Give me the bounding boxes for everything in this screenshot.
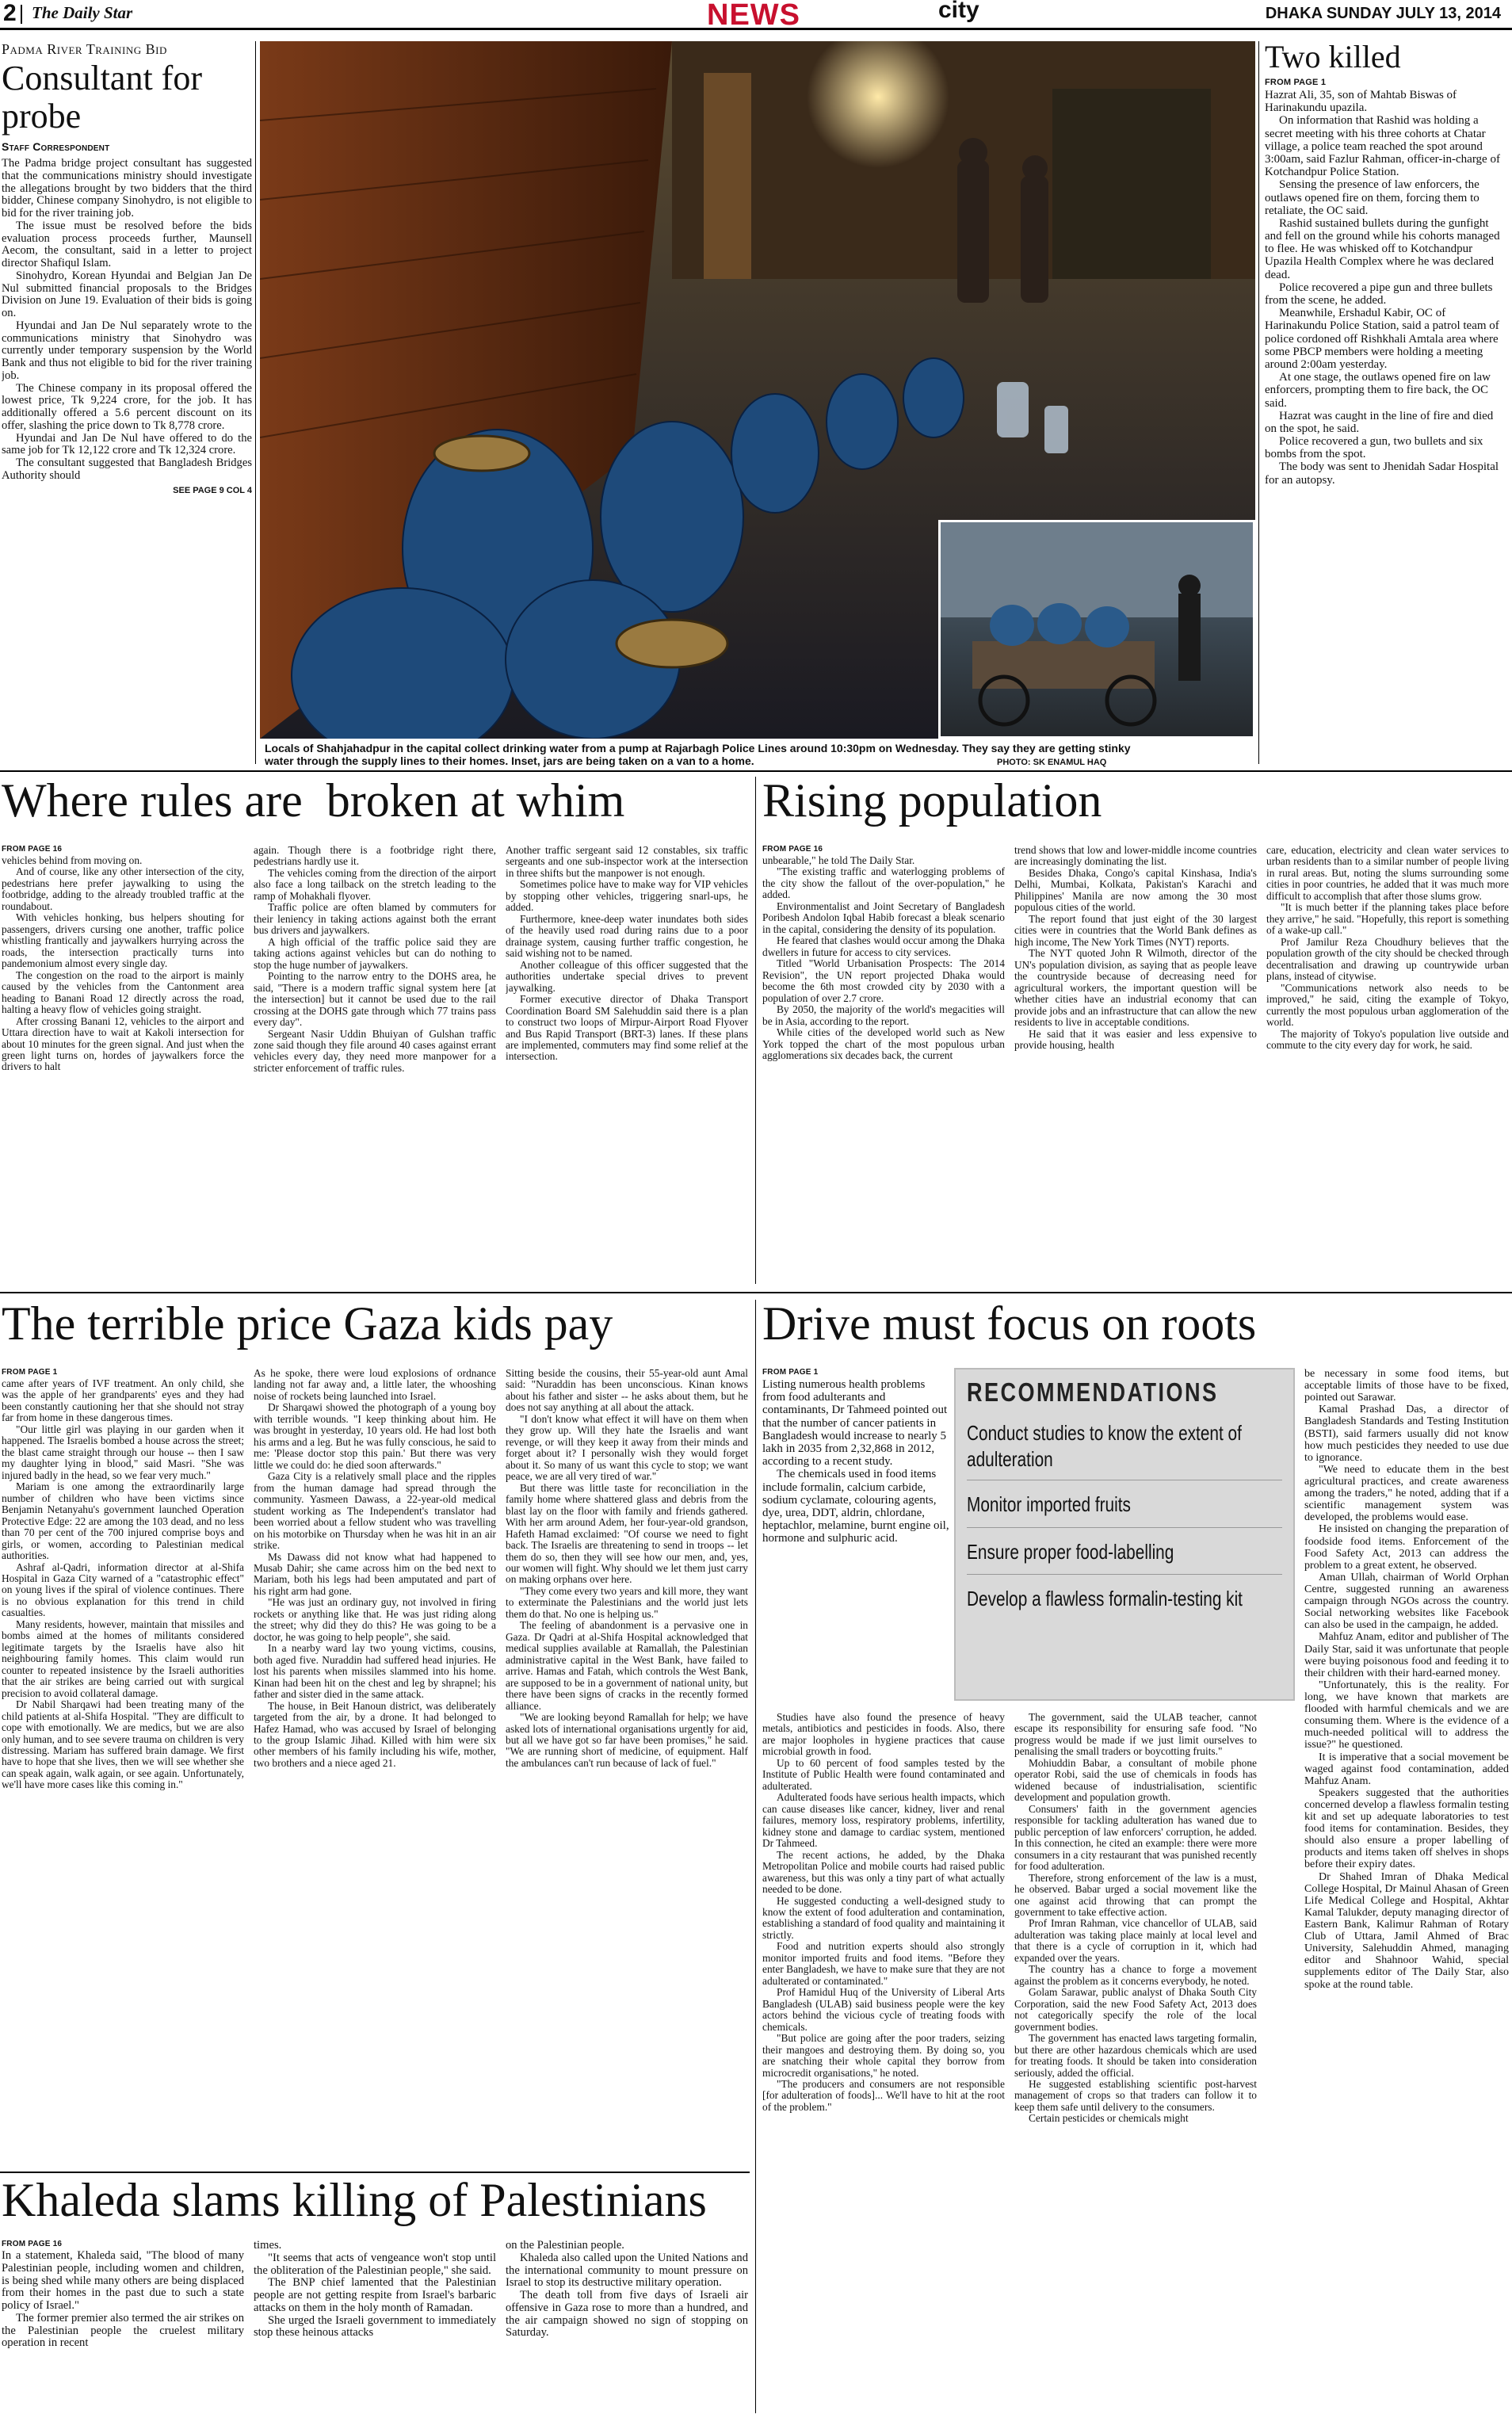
- paragraph: Mahfuz Anam, editor and publisher of The Daily Star, said it was unfortunate that people were buying poisonous food and feeding it to their children with their hard-earned money.: [1304, 1631, 1509, 1679]
- paragraph: Adulterated foods have serious health impacts, which can cause diseases like cancer, kidney, liver and renal failures, memory loss, respiratory problems, infertility, kidney stone and damage to cardiac system, mentioned Dr Tahmeed.: [762, 1791, 1005, 1850]
- story-body: [1265, 89, 1507, 487]
- paragraph: Dr Nabil Sharqawi had been treating many of the child patients at al-Shifa Hospital. "They are difficult to cope with emotionally. We are medics, but we are also only human, and to see severe trauma on children is very distressing. Mariam has suffered brain damage. We first have to hope that she lives, then we will see whether she can speak again, walk again, or see again. Unfortunately, we'll have more cases like this coming in.": [2, 1698, 244, 1791]
- story-kicker: Padma River Training Bid: [2, 41, 167, 57]
- paragraph: came after years of IVF treatment. An only child, she was the apple of her grandparents' eyes and they had been constantly cautioning her that she should not stray far from home in these dangerous times.: [2, 1377, 244, 1424]
- story-column: [506, 1368, 748, 2165]
- paragraph: Former executive director of Dhaka Transport Coordination Board SM Salehuddin said there is a plan to construct two loops of Mirpur-Airport Road Flyover and Bus Rapid Transport (BRT-3) lanes. If these plans are implemented, commuters may find some relief at the intersection.: [506, 993, 748, 1063]
- paragraph: He said that it was easier and less expensive to provide housing, health: [1014, 1027, 1257, 1051]
- paragraph: On information that Rashid was holding a secret meeting with his three cohorts at Chatar village, a police team reached the spot around 3:00am, said Fazlur Rahman, officer-in-charge of Kotchandpur Police Station.: [1265, 114, 1500, 179]
- paragraph: Hazrat was caught in the line of fire and died on the spot, he said.: [1265, 409, 1494, 435]
- photo-caption: [265, 742, 1254, 767]
- section-rule: [0, 1292, 1512, 1293]
- paragraph: He feared that clashes would occur among the Dhaka dwellers in future for access to city services.: [762, 934, 1005, 958]
- paragraph: Aman Ullah, chairman of World Orphan Centre, suggested running an awareness campaign through NGOs across the country. Social networking websites like Facebook can also be used in the campaign, he added.: [1304, 1571, 1509, 1632]
- paragraph: The chemicals used in food items include formalin, calcium carbide, sodium cyclamate, colouring agents, dye, urea, DDT, aldrin, chlordane, heptachlor, melamine, burnt engine oil, hormone and sulphuric acid.: [762, 1468, 949, 1545]
- paragraph: Hyundai and Jan De Nul have offered to do the same job for Tk 12,122 crore and Tk 12,324 crore.: [2, 431, 252, 457]
- paragraph: While cities of the developed world such as New York topped the chart of the most populous urban agglomerations six decades back, the current: [762, 1026, 1005, 1061]
- story-column: [1304, 1368, 1509, 2414]
- paragraph: Khaleda also called upon the United Nations and the international community to mount pressure on Israel to stop its destructive military operation.: [506, 2251, 748, 2290]
- story-column: [2, 2240, 244, 2414]
- paragraph: And of course, like any other intersection of the city, pedestrians here prefer jaywalking to using the footbridge, adding to the already troubled traffic at the roundabout.: [2, 865, 244, 912]
- paragraph: on the Palestinian people.: [506, 2240, 624, 2252]
- story-headline: Drive must focus on roots: [762, 1297, 1257, 1350]
- rising-story: [762, 774, 1510, 1284]
- paragraph: Prof Hamidul Huq of the University of Liberal Arts Bangladesh (ULAB) said business people were the key actors behind the vicious cycle of treating foods with chemicals.: [762, 1986, 1005, 2033]
- paragraph: At one stage, the outlaws opened fire on law enforcers, prompting them to fire back, the OC said.: [1265, 371, 1491, 410]
- paragraph: Ashraf al-Qadri, information director at al-Shifa Hospital in Gaza City warned of a "catastrophic effect" on young lives if the spiral of violence continues. There is no obvious explanation for this trend in child casualties.: [2, 1560, 244, 1619]
- paragraph: Furthermore, knee-deep water inundates both sides of the heavily used road during rains due to a poor drainage system, causing further traffic congestion, he said wishing not to be named.: [506, 912, 748, 960]
- paragraph: Environmentalist and Joint Secretary of Bangladesh Poribesh Andolon Iqbal Habib forecast a bleak scenario in the capital, considering the density of its population.: [762, 900, 1005, 935]
- paragraph: "They come every two years and kill more, they want to exterminate the Palestinians and the world just lets them do that. No one is helping us.": [506, 1584, 748, 1620]
- dateline: FROM PAGE 1: [2, 1368, 58, 1377]
- paragraph: "It is much better if the planning takes place before they arrive," he said. "Hopefully, this report is something of a wake-up call.": [1266, 901, 1509, 937]
- paper-name: The Daily Star: [32, 3, 133, 22]
- paragraph: The body was sent to Jhenidah Sadar Hospital for an autopsy.: [1265, 460, 1499, 487]
- story-column: [1014, 1712, 1257, 2414]
- byline: Staff Correspondent: [2, 140, 110, 153]
- paragraph: "We are looking beyond Ramallah for help; we have asked lots of international organisations urgently for aid, but all we have got so far have been promises," he said. "We are running short of medicine, of equipment. Half the ambulances can't run because of lack of fuel.": [506, 1711, 748, 1769]
- dateline: DHAKA SUNDAY JULY 13, 2014: [1265, 5, 1501, 22]
- paragraph: The Chinese company in its proposal offered the lowest price, Tk 9,224 crore, for the job. It has additionally offered a 5.6 percent discount on its offer, slashing the price down to Tk 8,778 crore.: [2, 381, 252, 432]
- paragraph: The feeling of abandonment is a pervasive one in Gaza. Dr Qadri at al-Shifa Hospital acknowledged that medical supplies available at Ramallah, the Palestinian administrative capital in the West Bank, have failed to arrive. Hamas and Fatah, which controls the West Bank, are supposed to be in a government of national unity, but there have been signs of cracks in the recently formed alliance.: [506, 1619, 748, 1712]
- paragraph: Sitting beside the cousins, their 55-year-old aunt Amal said: "Nuraddin has been unconscious. Kinan knows about his father and sister -- he asks about them, but he does not say anything at all about the attack.: [506, 1368, 748, 1414]
- page-number-divider: [21, 5, 22, 24]
- paragraph: unbearable," he told The Daily Star.: [762, 854, 915, 866]
- story-body: [2, 158, 252, 483]
- paragraph: Besides Dhaka, Congo's capital Kinshasa, India's Delhi, Mumbai, Kolkata, Pakistan's Karachi and Philippines' Manila are now among the 30 most populous cities of the world.: [1014, 866, 1257, 914]
- paragraph: Therefore, strong enforcement of the law is a must, he observed. Babar urged a social movement like the one against acid throwing that can prompt the government to take effective action.: [1014, 1871, 1257, 1918]
- paragraph: Police recovered a gun, two bullets and six bombs from the spot.: [1265, 435, 1483, 461]
- paragraph: Prof Jamilur Reza Choudhury believes that the population growth of the city should be checked through decentralisation and drawing up countrywide urban plans, instead of citywise.: [1266, 935, 1509, 983]
- paragraph: After crossing Banani 12, vehicles to the airport and Uttara direction have to wait at Kakoli intersection for about 10 minutes for the green signal. And just when the green light turns on, hordes of jaywalkers force the drivers to halt: [2, 1014, 244, 1073]
- story-column: [762, 1368, 949, 1717]
- paragraph: Sensing the presence of law enforcers, the outlaws opened fire on them, forcing them to retaliate, the OC said.: [1265, 178, 1480, 217]
- section-rule: [0, 2172, 750, 2173]
- paragraph: "But police are going after the poor traders, seizing their mangoes and destroying them. By doing so, you are snatching their whole capital they borrow from microcredit organisations," he noted.: [762, 2032, 1005, 2079]
- paragraph: With vehicles honking, bus helpers shouting for passengers, drivers cursing one another, traffic police whistling frantically and jaywalkers hurrying across the roads, the intersection practically turns into pandemonium almost every single day.: [2, 911, 244, 970]
- paragraph: again. Though there is a footbridge right there, pedestrians hardly use it.: [254, 845, 496, 868]
- story-headline: Consultant for probe: [2, 59, 202, 136]
- paragraph: The issue must be resolved before the bids evaluation process proceeds further, Maunsell Aecom, the consultant, said in a letter to project director Shafiqul Islam.: [2, 219, 252, 269]
- story-headline: Rising population: [762, 774, 1102, 827]
- paragraph: Studies have also found the presence of heavy metals, antibiotics and pesticides in foods. Also, there are major loopholes in hygiene practices that cause microbial growth in food.: [762, 1712, 1005, 1758]
- paragraph: But there was little taste for reconciliation in the family home where shattered glass and debris from the blast lay on the floor with family and friends gathered. With her arm around Adem, her four-year-old grandson, Hafeth Hamad exclaimed: "Of course we need to fight back. The Israelis are threatening to send in troops -- let them do so, then they will see how our men, and, yes, our women will fight. Why should we let them just carry on making orphans over here.: [506, 1481, 748, 1586]
- story-column: [506, 845, 748, 1289]
- story-column: [254, 845, 496, 1289]
- gaza-story: [2, 1297, 750, 2165]
- story-column: [762, 1712, 1005, 2414]
- paragraph: Speakers suggested that the authorities concerned develop a flawless formalin testing kit and set up adequate laboratories to test food items for contamination. Besides, they should also ensure a proper labelling of products and items taken off shelves in shops before their expiry dates.: [1304, 1786, 1509, 1871]
- paragraph: The recent actions, he added, by the Dhaka Metropolitan Police and mobile courts had raised public awareness, but this was only a tiny part of what actually needed to be done.: [762, 1848, 1005, 1896]
- paragraph: "He was just an ordinary guy, not involved in firing rockets or anything like that. He was just riding along the street; why did they do this? He was going to be a doctor, he was going to help people", she said.: [254, 1596, 496, 1643]
- dateline: FROM PAGE 16: [762, 845, 823, 854]
- paragraph: The former premier also termed the air strikes on the Palestinian people the cruelest military operation in recent: [2, 2311, 244, 2350]
- subsection-label: city: [938, 0, 979, 23]
- paragraph: "The existing traffic and waterlogging problems of the city show the fallout of the over-population," he added.: [762, 865, 1005, 901]
- paragraph: Consumers' faith in the government agencies responsible for tackling adulteration has waned due to public perception of law enforcers' corruption, he added. In this connection, he cited an example: there were more consumers in a city restaurant that was punished recently for food adulteration.: [1014, 1802, 1257, 1873]
- paragraph: Sinohydro, Korean Hyundai and Belgian Jan De Nul submitted financial proposals to the Bridges Division on June 19. Evaluation of their bids is going on.: [2, 269, 252, 319]
- column-divider: [255, 41, 256, 764]
- inset-photo: [938, 520, 1255, 739]
- paragraph: By 2050, the majority of the world's megacities will be in Asia, according to the report.: [762, 1003, 1005, 1027]
- photo-credit: PHOTO: SK ENAMUL HAQ: [997, 758, 1107, 767]
- paragraph: Meanwhile, Ershadul Kabir, OC of Harinakundu Police Station, said a patrol team of police cordoned off Rishkhali Amtala area where some PBCP members were holding a meeting around 2:00am yesterday.: [1265, 307, 1499, 371]
- story-column: [762, 845, 1005, 1289]
- story-column: [1266, 845, 1509, 1289]
- masthead: [0, 0, 1512, 30]
- paragraph: Up to 60 percent of food samples tested by the Institute of Public Health were found contaminated and adulterated.: [762, 1756, 1005, 1792]
- section-label: NEWS: [707, 0, 800, 32]
- dateline: FROM PAGE 16: [2, 2240, 63, 2248]
- rules-story: [2, 774, 750, 1284]
- paragraph: Mohiuddin Babar, a consultant of mobile phone operator Robi, said the use of chemicals in foods has widened because of industrialisation, scientific development and population growth.: [1014, 1756, 1257, 1804]
- two-killed-story: [1265, 41, 1507, 764]
- paragraph: "Communications network also needs to be improved," he said, citing the example of Tokyo, currently the most populous urban agglomeration of the world.: [1266, 981, 1509, 1029]
- paragraph: In a statement, Khaleda said, "The blood of many Palestinian people, including women and children, is being shed while many others are being displaced from their homes in the past due to such a state policy of Israel.": [2, 2249, 244, 2312]
- section-rule: [0, 770, 1512, 772]
- dateline: FROM PAGE 16: [2, 845, 63, 854]
- paragraph: Dr Shahed Imran of Dhaka Medical College Hospital, Dr Mainul Ahasan of Green Life Medical College and Hospital, Akhtar Kamal Talukder, deputy managing director of Eastern Bank, Kalimur Rahman of Rotary Club of Uttara, Jamil Ahmed of Brac University, Salehuddin Ahmed, managing editor and Shahnoor Wahid, special supplements editor of The Daily Star, also spoke at the round table.: [1304, 1870, 1509, 1991]
- dateline: FROM PAGE 1: [762, 1368, 819, 1377]
- recommendation-item: [967, 1575, 1282, 1618]
- paragraph: "Our little girl was playing in our garden when it happened. The Israelis bombed a house across the street; the blast came straight through our house -- then I saw my daughter lying in blood," said Masri. "She was injured badly in the head, so we fear very much.": [2, 1423, 244, 1481]
- khaleda-story: [2, 2176, 750, 2414]
- column-divider: [755, 777, 756, 1284]
- paragraph: times.: [254, 2240, 282, 2252]
- paragraph: Food and nutrition experts should also strongly monitor imported fruits and food items. "Before they enter Bangladesh, we have to make sure that they are not adulterated or contaminated.": [762, 1940, 1005, 1987]
- paragraph: The house, in Beit Hanoun district, was deliberately targeted from the air, by a drone. It had belonged to Hafez Hamad, who was accused by Israel of belonging to the group Islamic Jihad. Killed with him were six other members of his family including his wife, mother, two brothers and a niece aged 21.: [254, 1699, 496, 1769]
- story-column: [2, 1368, 244, 2165]
- recommendation-text: Develop a flawless formalin-testing kit: [967, 1587, 1243, 1610]
- column-divider: [755, 1300, 756, 2413]
- paragraph: Ms Dawass did not know what had happened to Musab Dahir; she came across him on the bed next to Mariam, both his legs had been amputated and part of his right arm had gone.: [254, 1550, 496, 1597]
- paragraph: She urged the Israeli government to immediately stop these heinous attacks: [254, 2313, 496, 2340]
- story-headline: Khaleda slams killing of Palestinians: [2, 2174, 707, 2226]
- story-column: [1014, 845, 1257, 1289]
- paragraph: Kamal Prashad Das, a director of Bangladesh Standards and Testing Institution (BSTI), said farmers usually did not know how much pesticides they needed to use due to ignorance.: [1304, 1404, 1509, 1464]
- story-headline: Two killed: [1265, 41, 1401, 74]
- paragraph: Another colleague of this officer suggested that the authorities undertake special drives to prevent jaywalking.: [506, 958, 748, 994]
- recommendation-item: [967, 1528, 1282, 1576]
- paragraph: "We need to educate them in the best agricultural practices, and create awareness among the traders," he noted, adding that if a scientific management system was developed, the problems would ease.: [1304, 1463, 1509, 1524]
- page-number: 2: [3, 0, 17, 26]
- story-column: [254, 2240, 496, 2414]
- paragraph: He suggested establishing scientific post-harvest management of crops so that traders can follow it to keep them safe until delivery to the consumers.: [1014, 2078, 1257, 2113]
- paragraph: The BNP chief lamented that the Palestinian people are not getting respite from Israel's barbaric attacks on them in the holy month of Ramadan.: [254, 2276, 496, 2314]
- paragraph: "The producers and consumers are not responsible [for adulteration of foods]... We'll have to hit at the root of the problem.": [762, 2078, 1005, 2113]
- paragraph: Many residents, however, maintain that missiles and bombs aimed at the homes of militants considered legitimate targets by the Israelis have also hit neighbouring family homes. This claim would run counter to repeated insistence by the Israeli authorities that the air strikes are being carried out with surgical precision to avoid collateral damage.: [2, 1618, 244, 1699]
- paragraph: The congestion on the road to the airport is mainly caused by the vehicles from the Cantonment area heading to Banani Road 12 directly across the road, halting a heavy flow of vehicles going straight.: [2, 968, 244, 1016]
- paragraph: Rashid sustained bullets during the gunfight and fell on the ground while his cohorts managed to flee. He was whisked off to Kotchandpur Upazila Health Complex where he was declared dead.: [1265, 216, 1500, 281]
- consultant-story: [2, 41, 252, 764]
- paragraph: "I don't know what effect it will have on them when they grow up. Will they hate the Israelis and want revenge, or will they keep it away from their minds and forget about it? I personally wish they would forget about it. So many of us want this cycle to stop; we want peace, we are all very tired of war.": [506, 1412, 748, 1483]
- paragraph: The country has a chance to forge a movement against the problem as it concerns everybody, he noted.: [1014, 1963, 1257, 1987]
- paragraph: "Unfortunately, this is the reality. For long, we have known that markets are flooded with harmful chemicals and we are consuming them. Where is the evidence of a much-needed political will to address the issue?" he questioned.: [1304, 1679, 1509, 1751]
- paragraph: The government, said the ULAB teacher, cannot escape its responsibility for ensuring safe food. "No progress would be made if we just limit ourselves to penalising the small traders or boycotting fruits.": [1014, 1712, 1257, 1758]
- paragraph: Dr Sharqawi showed the photograph of a young boy with terrible wounds. "I keep thinking about him. He was brought in yesterday, 10 years old. He had lost both his arms and a leg. But he was fully conscious, he said to me: 'Please doctor stop this pain.' But there was very little we could do: he died soon afterwards.": [254, 1401, 496, 1471]
- paragraph: Titled "World Urbanisation Prospects: The 2014 Revision", the UN report projected Dhaka would become the 6th most crowded city by 2030 with a population of over 2.7 crore.: [762, 957, 1005, 1004]
- paragraph: Gaza City is a relatively small place and the ripples from the human damage had spread through the community. Yasmeen Dawass, a 22-year-old medical student working as The Independent's translator had been worried about a fellow student who was travelling on his motorbike on Thursday when he was hit in an air strike.: [254, 1470, 496, 1552]
- drive-story: [762, 1297, 1510, 2414]
- paragraph: Listing numerous health problems from food adulterants and contaminants, Dr Tahmeed pointed out that the number of cancer patients in Bangladesh would increase to nearly 5 lakh in 2035 from 2,32,868 in 2012, according to a recent study.: [762, 1378, 948, 1469]
- recommendation-text: Ensure proper food-labelling: [967, 1539, 1174, 1564]
- main-photo: [260, 41, 1255, 739]
- van-with-jars: [941, 522, 1253, 736]
- story-column: [254, 1368, 496, 2165]
- paragraph: care, education, electricity and clean water services to urban residents than to a similar number of people living in rural areas. But, noting the slums surrounding some cities in poor countries, he added that it was much more difficult to accomplish that after those slums grow.: [1266, 845, 1509, 902]
- paragraph: Sergeant Nasir Uddin Bhuiyan of Gulshan traffic zone said though they file around 40 cases against errant vehicles every day, they need more manpower for a stricter enforcement of traffic rules.: [254, 1027, 496, 1074]
- paragraph: A high official of the traffic police said they are taking actions against vehicles but can do nothing to stop the huge number of jaywalkers.: [254, 935, 496, 971]
- paragraph: Sometimes police have to make way for VIP vehicles by stopping other vehicles, triggering snarl-ups, he added.: [506, 878, 748, 914]
- column-divider: [1258, 41, 1259, 764]
- recommendation-text: Conduct studies to know the extent of adulteration: [967, 1421, 1242, 1471]
- paragraph: Hazrat Ali, 35, son of Mahtab Biswas of Harinakundu upazila.: [1265, 89, 1457, 115]
- paragraph: vehicles behind from moving on.: [2, 854, 143, 866]
- paragraph: The report found that just eight of the 30 largest cities were in countries that the World Bank defines as high income, The New York Times (NYT) reports.: [1014, 912, 1257, 948]
- recommendation-text: Monitor imported fruits: [967, 1492, 1131, 1516]
- recommendations-box: [954, 1368, 1295, 1701]
- continued-label: SEE PAGE 9 COL 4: [173, 485, 252, 495]
- story-column: [2, 845, 244, 1289]
- story-column: [506, 2240, 748, 2414]
- paragraph: The consultant suggested that Bangladesh Bridges Authority should: [2, 456, 252, 482]
- paragraph: Mariam is one among the extraordinarily large number of children who have been victims since Benjamin Netanyahu's government launched Operation Protective Edge: 22 are among the 103 dead, and no less than 70 per cent of the 700 injured comprise boys and girls, or women, according to Palestinian medical authorities.: [2, 1480, 244, 1562]
- paragraph: Another traffic sergeant said 12 constables, six traffic sergeants and one sub-inspector work at the intersection in three shifts but the manpower is not enough.: [506, 845, 748, 879]
- paragraph: Certain pesticides or chemicals might: [1029, 2112, 1189, 2125]
- caption-text: Locals of Shahjahadpur in the capital collect drinking water from a pump at Rajarbagh Police Lines around 10:30pm on Wednesday. They say they are getting stinky water through the supply lines to their homes. Inset, jars are being taken on a van to a home.: [265, 742, 1131, 768]
- paragraph: trend shows that low and lower-middle income countries are increasingly dominating the list.: [1014, 845, 1257, 868]
- paragraph: It is imperative that a social movement be waged against food contamination, added Mahfuz Anam.: [1304, 1751, 1509, 1787]
- paragraph: Pointing to the narrow entry to the DOHS area, he said, "There is a modern traffic signal system here [at the intersection] but it cannot be used due to the rail crossing at the DOHS gate through which 77 trains pass every day".: [254, 970, 496, 1029]
- paragraph: Traffic police are often blamed by commuters for their leniency in taking actions against both the errant bus drivers and jaywalkers.: [254, 901, 496, 937]
- paragraph: The Padma bridge project consultant has suggested that the communications ministry should investigate the allegations brought by two bidders that the third bidder, Chinese company Sinohydro, is not eligible to bid for the river training job.: [2, 157, 252, 220]
- paragraph: The government has enacted laws targeting formalin, but there are other hazardous chemicals which are used for treating foods. It should be taken into consideration seriously, added the official.: [1014, 2032, 1257, 2079]
- paragraph: As he spoke, there were loud explosions of ordnance landing not far away and, a little later, the whooshing noise of rockets being launched into Israel.: [254, 1368, 496, 1402]
- paragraph: He insisted on changing the preparation of foodside food items. Enforcement of the Food Safety Act, 2013 can address the problem to a great extent, he observed.: [1304, 1523, 1509, 1572]
- paragraph: "It seems that acts of vengeance won't stop until the obliteration of the Palestinian people," she said.: [254, 2251, 496, 2277]
- paragraph: The death toll from five days of Israeli air offensive in Gaza rose to more than a hundred, and the air campaign showed no sign of stopping on Saturday.: [506, 2289, 748, 2340]
- paragraph: be necessary in some food items, but acceptable limits of those have to be fixed, pointed out Sarawar.: [1304, 1368, 1509, 1404]
- recommendation-item: [967, 1480, 1282, 1528]
- paragraph: Prof Imran Rahman, vice chancellor of ULAB, said adulteration was taking place mainly at local level and that there is a cycle of corruption in it, which had expanded over the years.: [1014, 1917, 1257, 1964]
- recommendations-title: RECOMMENDATIONS: [967, 1377, 1219, 1407]
- paragraph: Police recovered a pipe gun and three bullets from the scene, he added.: [1265, 281, 1493, 307]
- story-headline: Where rules are broken at whim: [2, 774, 625, 827]
- paragraph: Golam Sarawar, public analyst of Dhaka South City Corporation, said the new Food Safety Act, 2013 does not categorically specify the role of the local government bodies.: [1014, 1986, 1257, 2033]
- paragraph: The vehicles coming from the direction of the airport also face a long tailback on the stretch leading to the ramp of Mohakhali flyover.: [254, 866, 496, 902]
- paragraph: In a nearby ward lay two young victims, cousins, both aged five. Nuraddin had suffered head injuries. He lost his parents when missiles slammed into his home. Kinan had been hit on the chest and leg by shrapnel; his father and sister died in the same attack.: [254, 1642, 496, 1701]
- dateline: FROM PAGE 1: [1265, 78, 1327, 87]
- recommendation-item: [967, 1415, 1282, 1480]
- story-headline: The terrible price Gaza kids pay: [2, 1297, 613, 1350]
- paragraph: The NYT quoted John R Wilmoth, director of the UN's population division, as saying that as people leave the countryside because of decreasing need for agricultural workers, the important question will be whether cities have an industrial economy that can provide jobs and an infrastructure that can allow the new residents to live in acceptable conditions.: [1014, 947, 1257, 1029]
- paragraph: He suggested conducting a well-designed study to know the extent of food adulteration and contamination, establishing a standard of food quality and maintaining it strictly.: [762, 1894, 1005, 1941]
- paragraph: The majority of Tokyo's population live outside and commute to the city every day for work, he said.: [1266, 1027, 1509, 1051]
- paragraph: Hyundai and Jan De Nul separately wrote to the communications ministry that Sinohydro was currently under temporary suspension by the World Bank and thus not eligible to bid for the river training job.: [2, 319, 252, 382]
